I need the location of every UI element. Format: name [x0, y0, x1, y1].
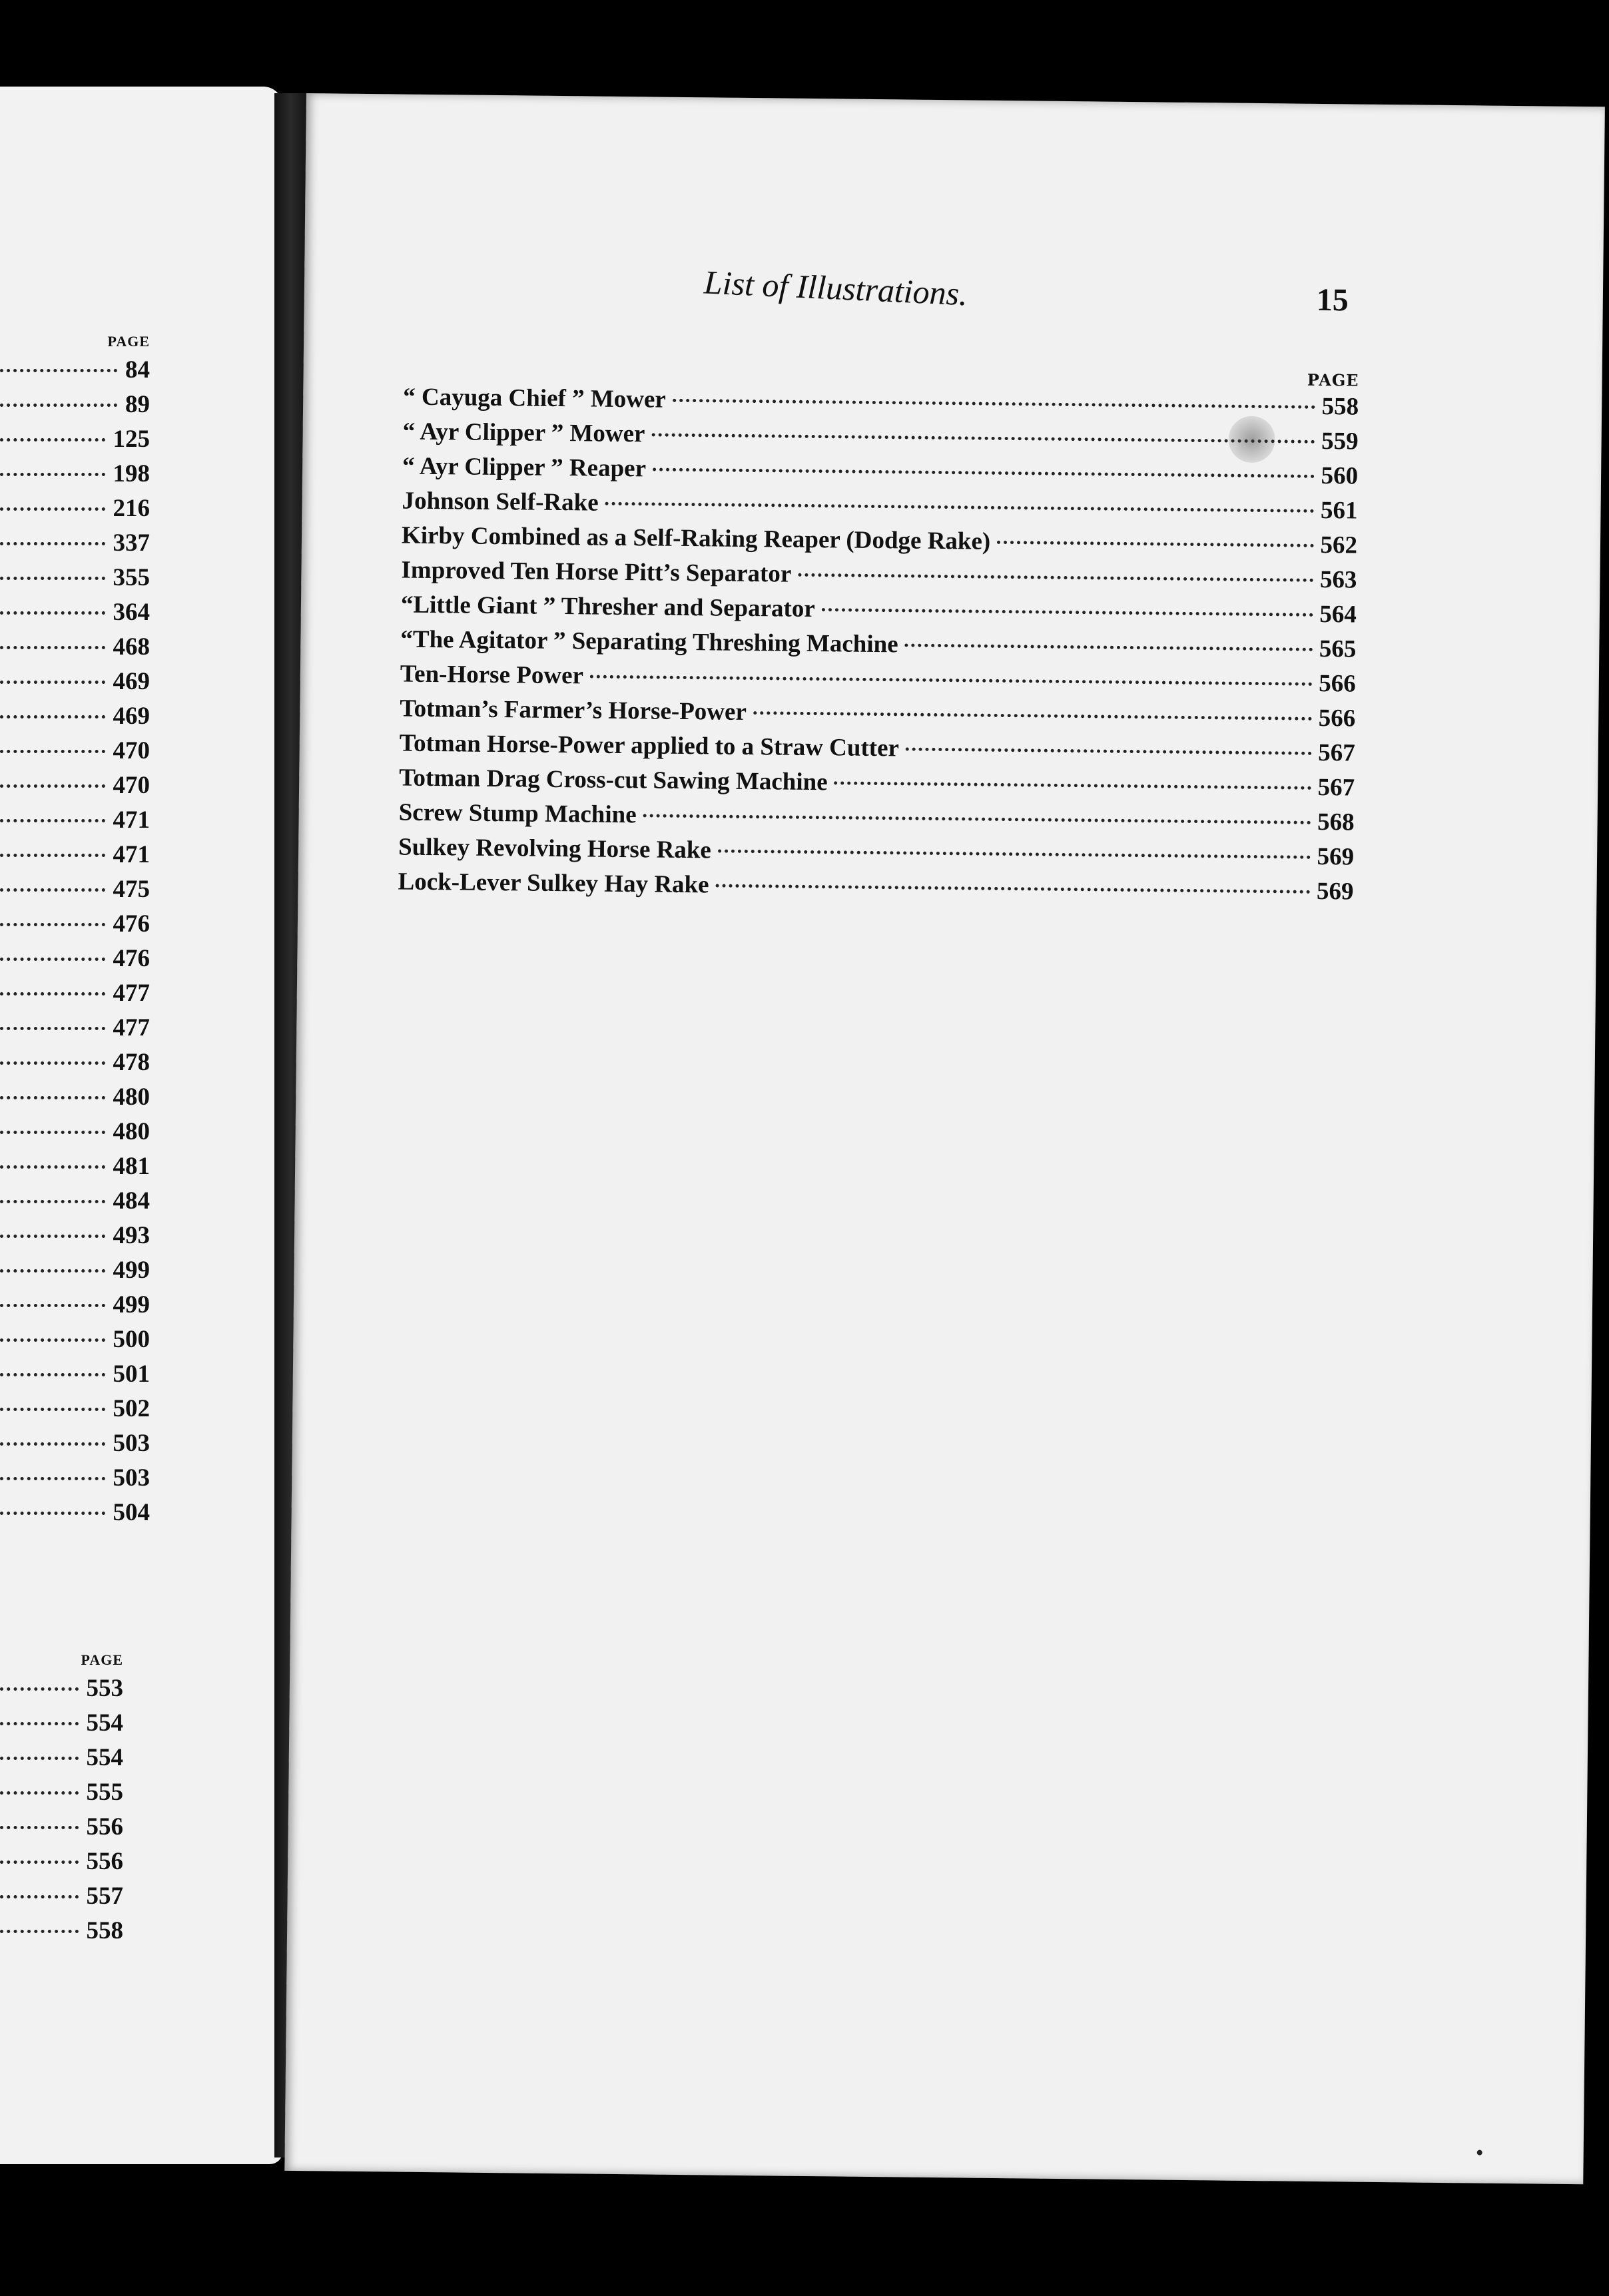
left-entry: [0, 1847, 123, 1882]
left-entry-page-number: 471: [113, 806, 150, 834]
dot-leader: [0, 1096, 105, 1099]
dot-leader: [906, 747, 1311, 754]
dot-leader: [0, 611, 105, 615]
dot-leader: [0, 1861, 79, 1864]
dot-leader: [605, 502, 1314, 513]
dot-leader: [0, 715, 105, 718]
dot-leader: [0, 1373, 105, 1376]
left-entry: [0, 667, 150, 702]
dot-leader: [822, 608, 1313, 617]
left-entry: [0, 1498, 150, 1533]
left-entry-page-number: 493: [113, 1222, 150, 1249]
page-number: 15: [1316, 282, 1349, 318]
left-entry-page-number: 198: [113, 460, 150, 487]
entry-page-number: 559: [1321, 427, 1359, 455]
left-entry-page-number: 500: [113, 1326, 150, 1353]
left-entry: [0, 1256, 150, 1291]
dot-leader: [653, 467, 1315, 477]
entry-page-number: 564: [1319, 600, 1357, 629]
entry-page-number: 568: [1317, 808, 1355, 836]
left-entry-page-number: 468: [113, 633, 150, 661]
dot-leader: [0, 1826, 79, 1829]
dot-leader: [905, 643, 1313, 651]
left-entry: [0, 806, 150, 840]
left-entry-page-number: 555: [86, 1779, 123, 1806]
left-lower-page-header: PAGE: [81, 1651, 123, 1668]
left-entry-page-number: 216: [113, 495, 150, 522]
dot-leader: [0, 1338, 105, 1342]
left-entry-page-number: 556: [86, 1813, 123, 1841]
entry-title: “ Ayr Clipper ” Mower: [402, 418, 645, 448]
left-entry-page-number: 478: [113, 1049, 150, 1076]
dot-leader: [718, 850, 1311, 859]
running-title: List of Illustrations.: [703, 263, 968, 313]
left-entry-page-number: 469: [113, 668, 150, 695]
dot-leader: [0, 1027, 105, 1030]
entry-title: Totman Drag Cross-cut Sawing Machine: [399, 764, 828, 796]
left-entry: [0, 1291, 150, 1325]
entry-page-number: 565: [1319, 635, 1357, 663]
entry-page-number: 562: [1320, 531, 1358, 559]
left-entry-page-number: 475: [113, 876, 150, 903]
entry-title: Totman’s Farmer’s Horse-Power: [400, 695, 747, 726]
left-entry: [0, 979, 150, 1013]
dot-leader: [0, 542, 105, 545]
dot-leader: [753, 711, 1312, 720]
dot-leader: [0, 1269, 105, 1273]
left-entry: [0, 1778, 123, 1813]
dot-leader: [651, 433, 1315, 443]
left-entry: [0, 1221, 150, 1256]
dot-leader: [798, 573, 1313, 582]
left-page: [0, 87, 283, 2164]
entry-title: Johnson Self-Rake: [402, 487, 599, 517]
left-entry-page-number: 558: [86, 1917, 123, 1944]
left-entry: [0, 1187, 150, 1221]
dot-leader: [0, 819, 105, 822]
left-entry-page-number: 125: [113, 426, 150, 453]
dot-leader: [673, 399, 1315, 409]
left-entry: [0, 771, 150, 806]
entry-title: Ten-Horse Power: [400, 660, 584, 690]
dot-leader: [0, 577, 105, 580]
left-entry-page-number: 503: [113, 1464, 150, 1492]
right-page: [284, 93, 1605, 2184]
left-entry-page-number: 556: [86, 1848, 123, 1875]
left-entry-page-number: 337: [113, 529, 150, 557]
dot-leader: [0, 1131, 105, 1134]
left-entry: [0, 736, 150, 771]
left-entry: [0, 840, 150, 875]
left-entry: [0, 1013, 150, 1048]
dot-leader: [0, 888, 105, 892]
left-entry: [0, 1325, 150, 1360]
entry-page-number: 567: [1317, 738, 1355, 767]
ink-speck: [1477, 2150, 1482, 2155]
dot-leader: [0, 923, 105, 926]
left-entry: [0, 944, 150, 979]
dot-leader: [0, 1512, 105, 1515]
dot-leader: [590, 675, 1312, 686]
entry-title: Improved Ten Horse Pitt’s Separator: [401, 556, 792, 588]
left-entry-page-number: 477: [113, 1014, 150, 1041]
dot-leader: [0, 1165, 105, 1169]
left-entry: [0, 598, 150, 633]
left-entry: [0, 356, 150, 390]
ink-smudge: [1228, 416, 1275, 463]
left-entry-page-number: 499: [113, 1291, 150, 1318]
entry-title: “ Ayr Clipper ” Reaper: [402, 452, 647, 483]
entry-title: “The Agitator ” Separating Threshing Machine: [400, 625, 898, 659]
left-entry: [0, 1882, 123, 1916]
entry-title: Kirby Combined as a Self-Raking Reaper (Dodge Rake): [401, 521, 991, 555]
entry-page-number: 567: [1317, 773, 1355, 802]
left-entry: [0, 425, 150, 459]
left-entry-page-number: 470: [113, 737, 150, 764]
dot-leader: [0, 369, 117, 372]
dot-leader: [834, 781, 1311, 789]
dot-leader: [0, 1477, 105, 1480]
dot-leader: [0, 1442, 105, 1446]
dot-leader: [0, 473, 105, 476]
left-entry-page-number: 554: [86, 1709, 123, 1737]
left-entry-page-number: 364: [113, 599, 150, 626]
left-entry-page-number: 481: [113, 1153, 150, 1180]
entry-title: “Little Giant ” Thresher and Separator: [400, 591, 815, 623]
left-entry: [0, 1048, 150, 1083]
left-entry-page-number: 480: [113, 1083, 150, 1111]
entry-page-number: 560: [1321, 461, 1359, 490]
left-entry-page-number: 480: [113, 1118, 150, 1145]
dot-leader: [0, 1895, 79, 1898]
entry-page-number: 569: [1317, 842, 1355, 871]
dot-leader: [0, 1791, 79, 1795]
dot-leader: [643, 814, 1311, 824]
left-entry: [0, 1429, 150, 1464]
left-entry: [0, 1709, 123, 1743]
left-entry-page-number: 469: [113, 703, 150, 730]
left-entry: [0, 702, 150, 736]
entry-title: Screw Stump Machine: [398, 798, 637, 829]
dot-leader: [716, 884, 1311, 894]
left-entry: [0, 1674, 123, 1709]
left-entry: [0, 563, 150, 598]
dot-leader: [0, 438, 105, 441]
dot-leader: [0, 1687, 79, 1691]
left-entry-page-number: 476: [113, 945, 150, 972]
left-entry-page-number: 554: [86, 1744, 123, 1771]
left-entry: [0, 1916, 123, 1951]
dot-leader: [0, 1930, 79, 1933]
left-entry: [0, 1083, 150, 1117]
dot-leader: [0, 1061, 105, 1065]
entry-title: Sulkey Revolving Horse Rake: [398, 833, 712, 864]
entry-page-number: 566: [1318, 704, 1356, 732]
left-entry-page-number: 355: [113, 564, 150, 591]
left-entry-page-number: 504: [113, 1499, 150, 1526]
dot-leader: [0, 681, 105, 684]
page-header: [304, 263, 1603, 330]
left-entry-page-number: 477: [113, 980, 150, 1007]
left-entry-page-number: 557: [86, 1882, 123, 1910]
illustrations-list: [398, 361, 1359, 912]
left-entry: [0, 633, 150, 667]
left-entry: [0, 1464, 150, 1498]
left-entry: [0, 875, 150, 910]
dot-leader: [0, 1722, 79, 1725]
entry-page-number: 566: [1319, 669, 1357, 698]
left-entry-page-number: 484: [113, 1187, 150, 1215]
dot-leader: [0, 750, 105, 753]
left-entry-page-number: 499: [113, 1257, 150, 1284]
entry-page-number: 558: [1321, 392, 1359, 421]
dot-leader: [0, 784, 105, 788]
dot-leader: [0, 1757, 79, 1760]
left-entry: [0, 1360, 150, 1394]
left-entry-page-number: 501: [113, 1360, 150, 1388]
dot-leader: [0, 1235, 105, 1238]
entry-page-number: 563: [1319, 565, 1357, 594]
dot-leader: [0, 646, 105, 649]
left-upper-page-header: PAGE: [107, 333, 150, 350]
dot-leader: [0, 404, 117, 407]
entry-page-number: 561: [1320, 496, 1358, 525]
left-entry: [0, 459, 150, 494]
left-entry-page-number: 89: [125, 391, 150, 418]
left-upper-page-column: [0, 333, 150, 1533]
dot-leader: [0, 854, 105, 857]
dot-leader: [0, 992, 105, 996]
dot-leader: [0, 1304, 105, 1307]
left-entry-page-number: 502: [113, 1395, 150, 1422]
left-entry-page-number: 471: [113, 841, 150, 868]
dot-leader: [997, 541, 1313, 547]
dot-leader: [0, 1408, 105, 1411]
left-entry: [0, 1743, 123, 1778]
left-entry: [0, 910, 150, 944]
page-column-header: PAGE: [1307, 370, 1359, 390]
left-lower-page-column: [0, 1651, 123, 1951]
left-entry-page-number: 84: [125, 356, 150, 384]
dot-leader: [0, 958, 105, 961]
entry-title: “ Cayuga Chief ” Mower: [403, 383, 667, 414]
left-entry-page-number: 470: [113, 772, 150, 799]
left-entry: [0, 494, 150, 529]
entry-page-number: 569: [1316, 877, 1354, 906]
left-entry: [0, 1394, 150, 1429]
left-entry: [0, 390, 150, 425]
left-entry: [0, 1117, 150, 1152]
dot-leader: [0, 507, 105, 511]
entry-title: Totman Horse-Power applied to a Straw Cutter: [399, 729, 900, 762]
left-entry: [0, 1152, 150, 1187]
left-entry-page-number: 476: [113, 910, 150, 938]
left-entry-page-number: 503: [113, 1430, 150, 1457]
left-entry: [0, 529, 150, 563]
entry-title: Lock-Lever Sulkey Hay Rake: [398, 868, 709, 899]
dot-leader: [0, 1200, 105, 1203]
left-entry: [0, 1813, 123, 1847]
left-entry-page-number: 553: [86, 1675, 123, 1702]
